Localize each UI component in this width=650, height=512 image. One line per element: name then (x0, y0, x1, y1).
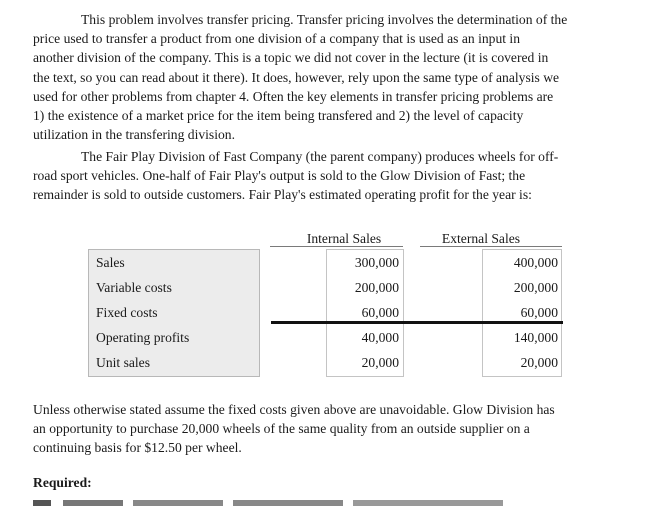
scenario-line: remainder is sold to outside customers. Fair Play's estimated operating profit for the year is: (33, 187, 532, 203)
external-cell: 400,000 (513, 255, 558, 270)
total-rule (271, 321, 563, 324)
external-cell: 20,000 (520, 355, 558, 370)
intro-line: used for other problems from chapter 4. Often the key elements in transfer pricing problems are (33, 88, 554, 104)
cut-off-text-fragment (33, 499, 503, 507)
internal-cell: 60,000 (361, 305, 399, 320)
external-sales-header: External Sales (441, 231, 521, 246)
external-header-rule (420, 246, 562, 247)
external-cell: 60,000 (520, 305, 558, 320)
internal-cell: 40,000 (361, 330, 399, 345)
scenario-line: road sport vehicles. One-half of Fair Play's output is sold to the Glow Division of Fast; the (33, 168, 526, 184)
intro-line: 1) the existence of a market price for the item being transfered and 2) the level of capacity (33, 108, 524, 124)
intro-line: utilization in the transfering division. (33, 127, 235, 143)
intro-line: price used to transfer a product from one division of a company that is used as an input in (33, 31, 520, 47)
cut-off-question-line (33, 493, 503, 512)
row-label: Variable costs (96, 280, 172, 295)
row-label: Fixed costs (96, 305, 158, 320)
internal-cell: 20,000 (361, 355, 399, 370)
assumption-line: an opportunity to purchase 20,000 wheels of the same quality from an outside supplier on a (33, 421, 530, 437)
assumption-line: continuing basis for $12.50 per wheel. (33, 440, 242, 456)
intro-paragraph (33, 10, 629, 144)
scenario-line: The Fair Play Division of Fast Company (the parent company) produces wheels for off- (81, 149, 559, 164)
operating-profit-table (88, 229, 564, 379)
external-cell: 200,000 (513, 280, 558, 295)
external-cell: 140,000 (513, 330, 558, 345)
internal-cell: 300,000 (354, 255, 399, 270)
internal-cell: 200,000 (354, 280, 399, 295)
internal-sales-header: Internal Sales (306, 231, 382, 246)
internal-header-rule (270, 246, 403, 247)
external-values-column (482, 249, 562, 377)
row-label-column (88, 249, 260, 377)
row-label: Unit sales (96, 355, 150, 370)
row-label: Operating profits (96, 330, 190, 345)
required-heading: Required: (33, 475, 92, 490)
assumption-paragraph (33, 400, 629, 458)
intro-line: This problem involves transfer pricing. Transfer pricing involves the determination of the (81, 12, 568, 27)
row-label: Sales (96, 255, 125, 270)
internal-values-column (326, 249, 404, 377)
assumption-line: Unless otherwise stated assume the fixed costs given above are unavoidable. Glow Division has (33, 402, 555, 417)
intro-line: the text, so you can read about it there). It does, however, rely upon the same type of analysis we (33, 69, 560, 85)
intro-line: another division of the company. This is a topic we did not cover in the lecture (it is covered in (33, 50, 549, 66)
scenario-paragraph (33, 147, 629, 205)
